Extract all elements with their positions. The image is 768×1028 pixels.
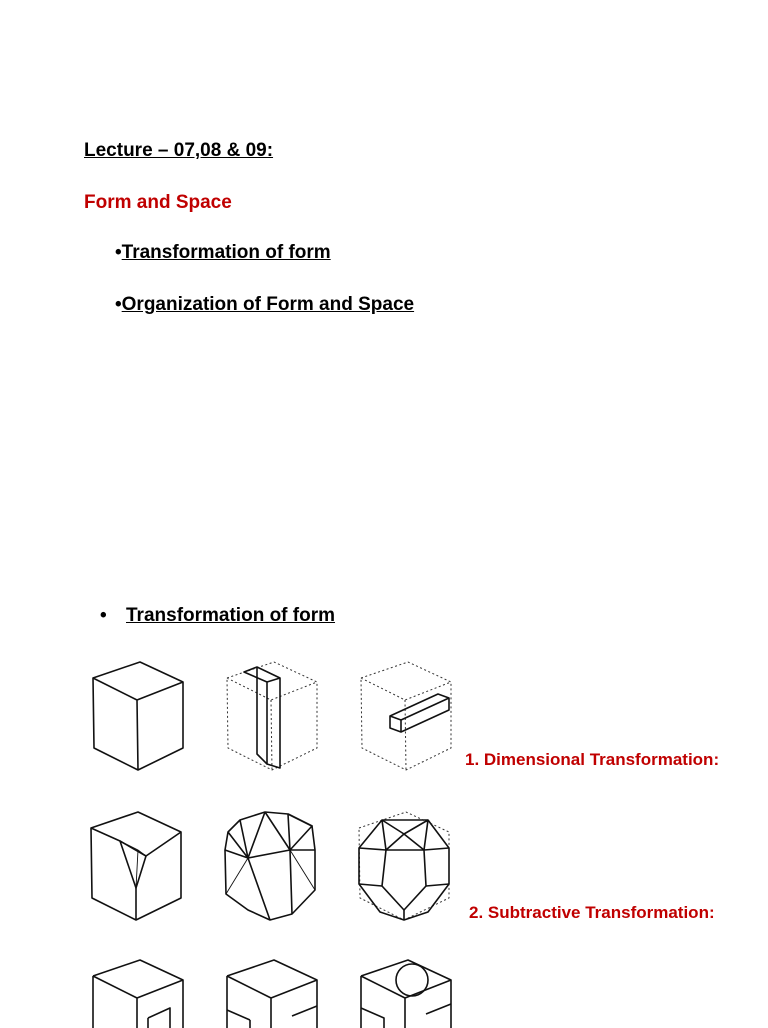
figure-cube-corner-cut [86,810,186,922]
bullet-transformation [115,242,331,264]
bullet-label: Transformation of form [121,242,331,263]
bullet-marker: • [115,294,122,315]
figure-cube-bar [356,660,456,772]
section-heading [100,605,335,627]
bullet-organization [115,294,414,316]
caption-subtractive-transformation: 2. Subtractive Transformation: [469,903,715,922]
section-title: Transformation of form [126,605,336,626]
bullet-label: Organization of Form and Space [121,294,415,315]
figure-cube-notched [222,958,322,1028]
figure-cube-polyhedron [354,810,454,922]
figure-cube-slab [222,660,322,772]
form-and-space-subtitle: Form and Space [84,192,232,213]
bullet-marker: • [100,605,107,626]
figure-cube-step [88,958,188,1028]
figure-cube-sphere [356,958,456,1028]
bullet-marker: • [115,242,122,263]
caption-dimensional-transformation: 1. Dimensional Transformation: [465,750,720,769]
lecture-heading: Lecture – 07,08 & 09: [84,140,274,161]
figure-solid-cube [88,660,188,772]
figure-cube-truncated [220,810,320,922]
